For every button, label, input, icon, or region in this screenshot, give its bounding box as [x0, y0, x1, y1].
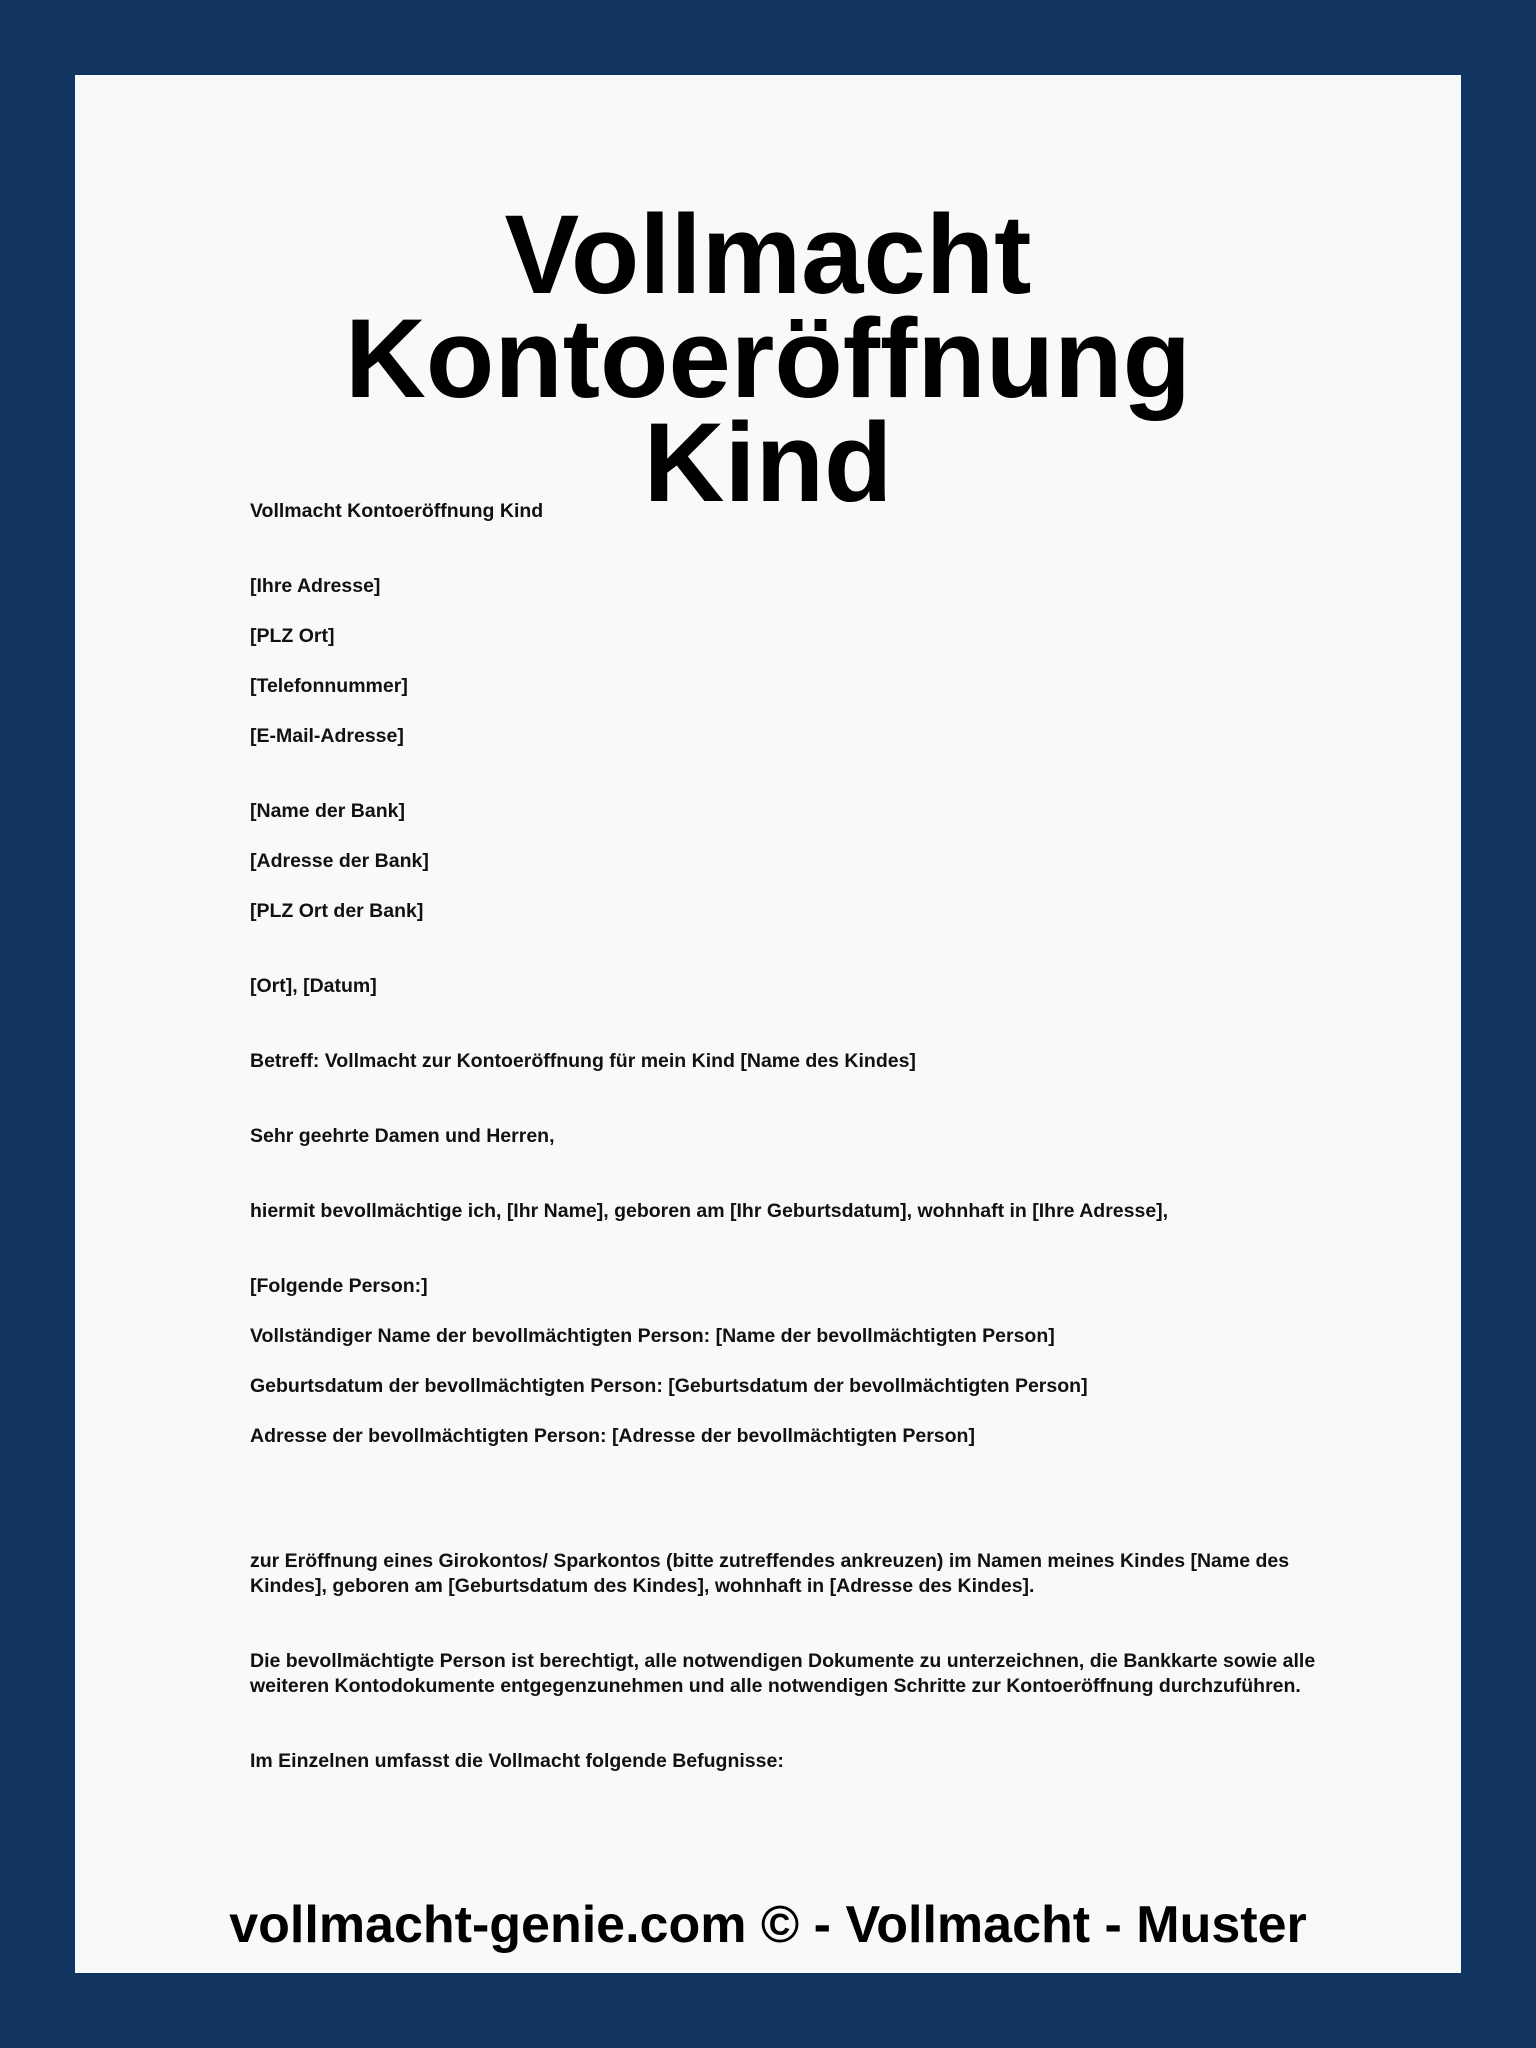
- authorized-person-birthdate: Geburtsdatum der bevollmächtigten Person: [Geburtsdatum der bevollmächtigten Person]: [250, 1375, 1088, 1397]
- place-date: [Ort], [Datum]: [250, 975, 377, 997]
- authorization-intro: hiermit bevollmächtige ich, [Ihr Name], geboren am [Ihr Geburtsdatum], wohnhaft in [Ihre Adresse],: [250, 1200, 1169, 1222]
- powers-heading: Im Einzelnen umfasst die Vollmacht folgende Befugnisse:: [250, 1750, 784, 1772]
- letter-heading: Vollmacht Kontoeröffnung Kind: [250, 500, 544, 522]
- sender-address: [Ihre Adresse]: [250, 575, 381, 597]
- authorized-person-name: Vollständiger Name der bevollmächtigten Person: [Name der bevollmächtigten Person]: [250, 1325, 1055, 1347]
- sender-email: [E-Mail-Adresse]: [250, 725, 404, 747]
- authorized-person-heading: [Folgende Person:]: [250, 1275, 428, 1297]
- authorized-person-address: Adresse der bevollmächtigten Person: [Adresse der bevollmächtigten Person]: [250, 1425, 975, 1447]
- bank-name: [Name der Bank]: [250, 800, 405, 822]
- account-opening-purpose: zur Eröffnung eines Girokontos/ Sparkontos (bitte zutreffendes ankreuzen) im Namen meines Kindes [Name des Kindes], geboren am [Geburtsdatum des Kindes], wohnhaft in [Adresse des Kindes].: [250, 1550, 1290, 1597]
- bank-zip-city: [PLZ Ort der Bank]: [250, 900, 424, 922]
- salutation: Sehr geehrte Damen und Herren,: [250, 1125, 555, 1147]
- authorization-scope: Die bevollmächtigte Person ist berechtigt, alle notwendigen Dokumente zu unterzeichnen, die Bankkarte sowie alle weiteren Kontodokumente entgegenzunehmen und alle notwendigen Schritte zur Kontoeröffnung durchzuführen.: [250, 1650, 1316, 1697]
- sender-zip-city: [PLZ Ort]: [250, 625, 335, 647]
- footer-watermark: vollmacht-genie.com © - Vollmacht - Muster: [229, 1896, 1307, 1954]
- sender-phone: [Telefonnummer]: [250, 675, 408, 697]
- bank-address: [Adresse der Bank]: [250, 850, 429, 872]
- page-title-line-1: Vollmacht Kontoeröffnung: [345, 192, 1191, 421]
- page-title: [75, 192, 1461, 525]
- page-title-line-2: Kind: [643, 400, 893, 525]
- subject-line: Betreff: Vollmacht zur Kontoeröffnung für mein Kind [Name des Kindes]: [250, 1050, 916, 1072]
- document-page: [75, 75, 1461, 1973]
